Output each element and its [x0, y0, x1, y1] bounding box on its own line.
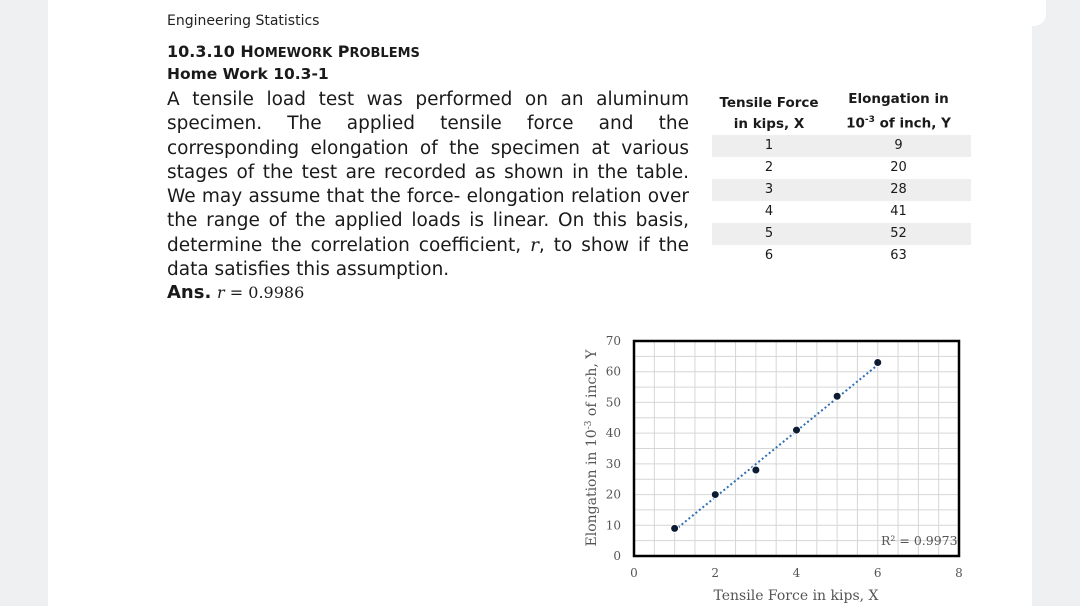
- y-tick-label: 50: [605, 395, 621, 410]
- table-row: 6 63: [764, 248, 907, 263]
- table-row: 5 52: [712, 223, 971, 245]
- data-point: [752, 466, 760, 474]
- table-row: 3 28: [712, 179, 971, 201]
- table-row: 2 20: [764, 160, 907, 175]
- x-axis-title: Tensile Force in kips, X: [713, 588, 879, 604]
- col-header-elongation: Elongation in $10^{-3}$ of inch, Y: [846, 91, 951, 132]
- answer-value: r = 0.9986: [217, 283, 305, 302]
- problem-statement: A tensile load test was performed on an aluminum specimen. The applied tensile force and the corresponding elongation of the specimen at various stages of the test are recorded as shown in the table. We may assume that the force- elongation relation over the range of the applied loads is linear. On this basis, determine the correlation coefficient, r, to show if the data satisfies this assumption.: [167, 89, 689, 281]
- y-tick-label: 70: [605, 334, 621, 348]
- x-tick-labels: [630, 566, 963, 580]
- y-tick-label: 60: [605, 364, 621, 379]
- table-row: 4 41: [764, 204, 907, 219]
- data-point: [874, 359, 882, 367]
- section-title: HOMEWORK PROBLEMS: [240, 42, 420, 61]
- homework-label: Home Work 10.3-1: [167, 65, 329, 83]
- answer-label: Ans.: [167, 282, 212, 303]
- data-point: [793, 426, 801, 434]
- y-tick-label: 30: [605, 456, 621, 471]
- y-tick-labels: [606, 334, 621, 563]
- y-tick-label: 0: [613, 549, 621, 563]
- x-tick-label: 0: [630, 566, 638, 580]
- y-tick-label: 40: [605, 426, 621, 441]
- x-tick-label: 6: [873, 566, 882, 580]
- x-tick-label: 4: [792, 566, 801, 580]
- table-row: 1 9: [712, 135, 971, 157]
- x-tick-label: 8: [955, 566, 963, 580]
- data-point: [711, 491, 719, 499]
- data-point: [833, 392, 841, 400]
- r-squared-label: R² = 0.9973: [881, 533, 958, 548]
- running-header: Engineering Statistics: [167, 13, 320, 29]
- y-tick-label: 10: [605, 518, 621, 533]
- col-header-force: Tensile Force in kips, X: [719, 94, 819, 132]
- y-axis-title: Elongation in $10^{-3}$ of inch, Y: [584, 349, 600, 547]
- r-symbol: r: [530, 234, 539, 256]
- section-number: 10.3.10: [167, 42, 235, 61]
- y-tick-label: 20: [605, 487, 621, 502]
- data-point: [671, 524, 679, 532]
- x-tick-label: 2: [711, 566, 720, 580]
